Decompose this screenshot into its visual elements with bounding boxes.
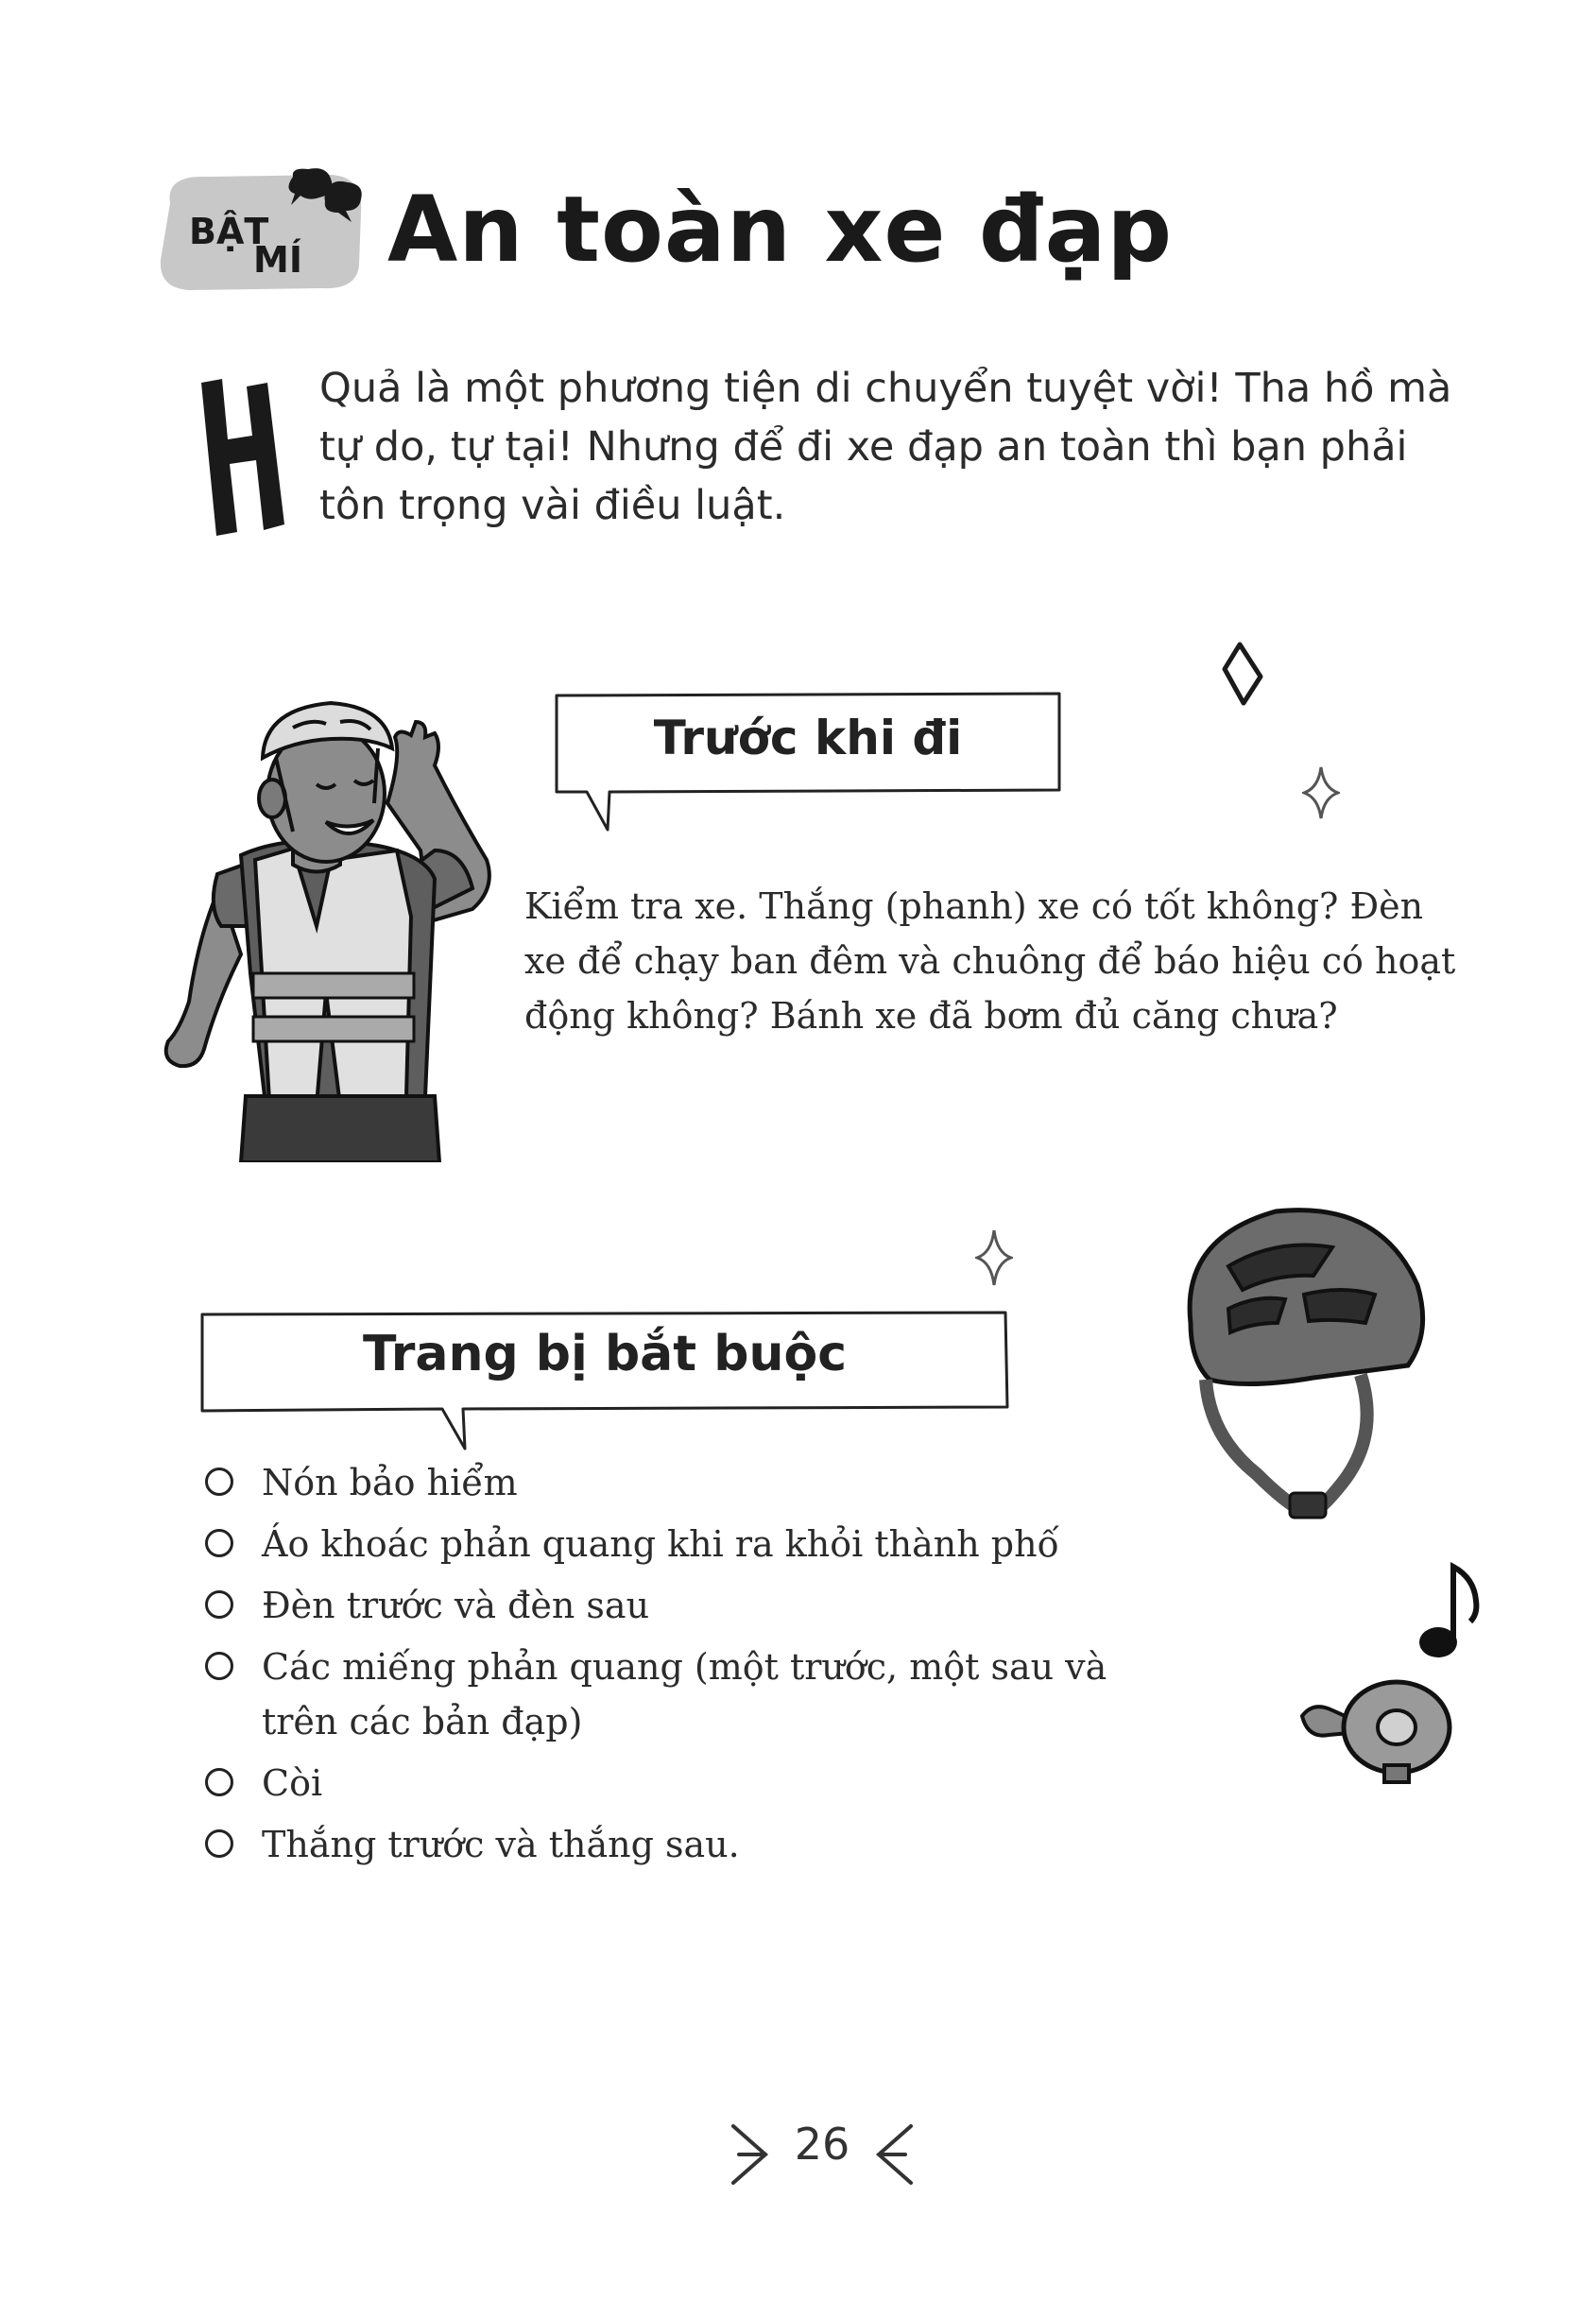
music-note-icon — [1417, 1559, 1484, 1663]
speech-bubble-icon — [274, 165, 369, 236]
diamond-icon — [1219, 641, 1266, 707]
bike-bell-illustration — [1295, 1663, 1455, 1786]
page-title: An toàn xe đạp — [387, 177, 1174, 283]
cyclist-boy-illustration — [151, 690, 501, 1162]
page-number — [728, 2107, 917, 2192]
section-title-equipment: Trang bị bắt buộc — [362, 1326, 848, 1382]
checklist-item[interactable] — [203, 1455, 1290, 1510]
sparkle-icon — [975, 1228, 1013, 1287]
checkbox-circle-icon[interactable] — [205, 1468, 233, 1496]
checkbox-circle-icon[interactable] — [205, 1529, 233, 1557]
checklist-item-label: Nón bảo hiểm — [262, 1462, 518, 1503]
checklist-item-label: Còi — [262, 1762, 323, 1804]
speech-box-before — [553, 690, 1063, 841]
checkbox-circle-icon[interactable] — [205, 1829, 233, 1858]
badge-word-1: BẬT — [189, 211, 269, 252]
section-title-before: Trước khi đi — [653, 711, 963, 765]
checkbox-circle-icon[interactable] — [205, 1590, 233, 1619]
checklist-item-label: Áo khoác phản quang khi ra khỏi thành phố — [262, 1523, 1059, 1565]
page-number-text: 26 — [794, 2119, 850, 2170]
dropcap-h-icon — [194, 373, 293, 539]
checklist-item[interactable] — [203, 1578, 1290, 1633]
speech-box-equipment — [198, 1309, 1011, 1460]
checklist-item-label: Các miếng phản quang (một trước, một sau và trên các bản đạp) — [262, 1646, 1107, 1742]
checkbox-circle-icon[interactable] — [205, 1768, 233, 1796]
badge-word-2: MÍ — [253, 239, 302, 281]
before-paragraph: Kiểm tra xe. Thắng (phanh) xe có tốt không? Đèn xe để chạy ban đêm và chuông để báo hiệu có hoạt động không? Bánh xe đã bơm đủ căng chưa? — [524, 885, 1456, 1037]
sparkle-icon — [1302, 765, 1340, 820]
checklist-item[interactable] — [203, 1817, 1290, 1872]
checklist-item-label: Thắng trước và thắng sau. — [262, 1824, 740, 1865]
checklist-item-label: Đèn trước và đèn sau — [262, 1585, 650, 1626]
checklist-item[interactable] — [203, 1639, 1290, 1749]
badge-bat-mi — [151, 165, 369, 298]
checklist-item[interactable] — [203, 1756, 1290, 1811]
equipment-checklist — [203, 1455, 1290, 1879]
intro-paragraph: Quả là một phương tiện di chuyển tuyệt vời! Tha hồ mà tự do, tự tại! Nhưng để đi xe đạp an toàn thì bạn phải tôn trọng vài điều luật. — [319, 365, 1452, 529]
checklist-item[interactable] — [203, 1517, 1290, 1571]
checkbox-circle-icon[interactable] — [205, 1652, 233, 1680]
